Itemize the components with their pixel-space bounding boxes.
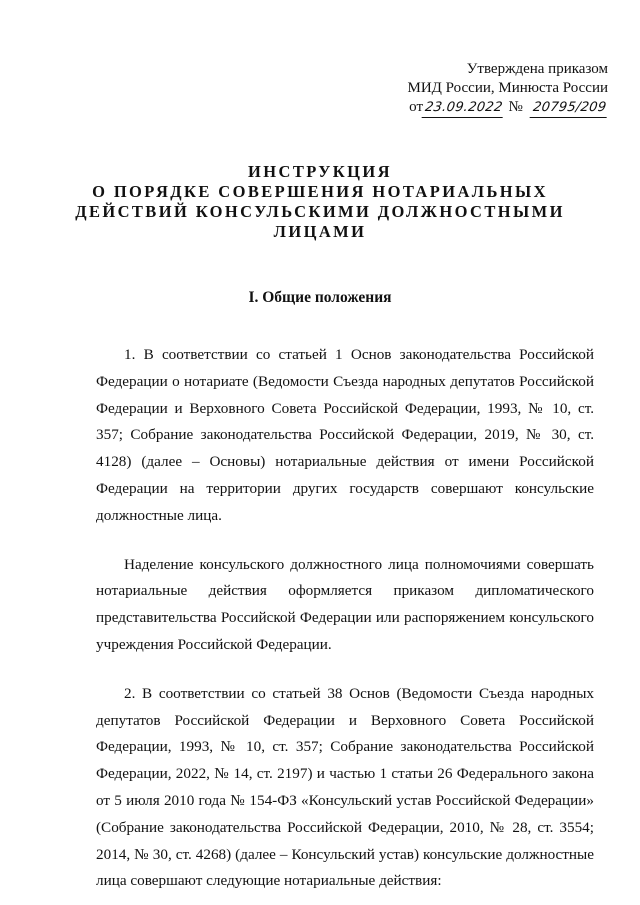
date-prefix: от	[409, 99, 423, 115]
section-heading: I. Общие положения	[248, 289, 392, 306]
paragraph: 1. В соответствии со статьей 1 Основ законодательства Российской Федерации о нотариате (Ведомости Съезда народных депутатов Российской Федерации и Верховного Совета Российской Федерации, 1993, № 10, ст. 357; Собрание законодательства Российской Федерации, 2019, № 30, ст. 4128) (далее – Основы) нотариальные действия от имени Российской Федерации на территории других государств совершают консульские должностные лица.	[96, 346, 594, 524]
title-line: ЛИЦАМИ	[273, 222, 367, 241]
order-line	[348, 98, 608, 118]
title-line: О ПОРЯДКЕ СОВЕРШЕНИЯ НОТАРИАЛЬНЫХ	[92, 182, 548, 201]
approved-line: Утверждена приказом	[466, 61, 608, 77]
paragraph: 2. В соответствии со статьей 38 Основ (Ведомости Съезда народных депутатов Российской Федерации и Верховного Совета Российской Федерации, 1993, № 10, ст. 357; Собрание законодательства Российской Федерации, 2022, № 14, ст. 2197) и частью 1 статьи 26 Федерального закона от 5 июля 2010 года № 154-ФЗ «Консульский устав Российской Федерации» (Собрание законодательства Российской Федерации, 2010, № 28, ст. 3554; 2014, № 30, ст. 4268) (далее – Консульский устав) консульские должностные лица совершают следующие нотариальные действия:	[96, 684, 594, 890]
number-prefix: №	[508, 99, 523, 115]
ministries-line: МИД России, Минюста России	[407, 80, 608, 96]
approval-block	[348, 60, 608, 118]
document-title	[60, 162, 580, 242]
handwritten-number: 20795/209	[529, 98, 609, 118]
title-line: ДЕЙСТВИЙ КОНСУЛЬСКИМИ ДОЛЖНОСТНЫМИ	[75, 202, 565, 221]
document-body	[96, 342, 594, 895]
paragraph: Наделение консульского должностного лица полномочиями совершать нотариальные действия оформляется приказом дипломатического представительства Российской Федерации или распоряжением консульского учреждения Российской Федерации.	[96, 555, 594, 653]
handwritten-date: 23.09.2022	[422, 98, 506, 118]
title-line: ИНСТРУКЦИЯ	[248, 162, 392, 181]
